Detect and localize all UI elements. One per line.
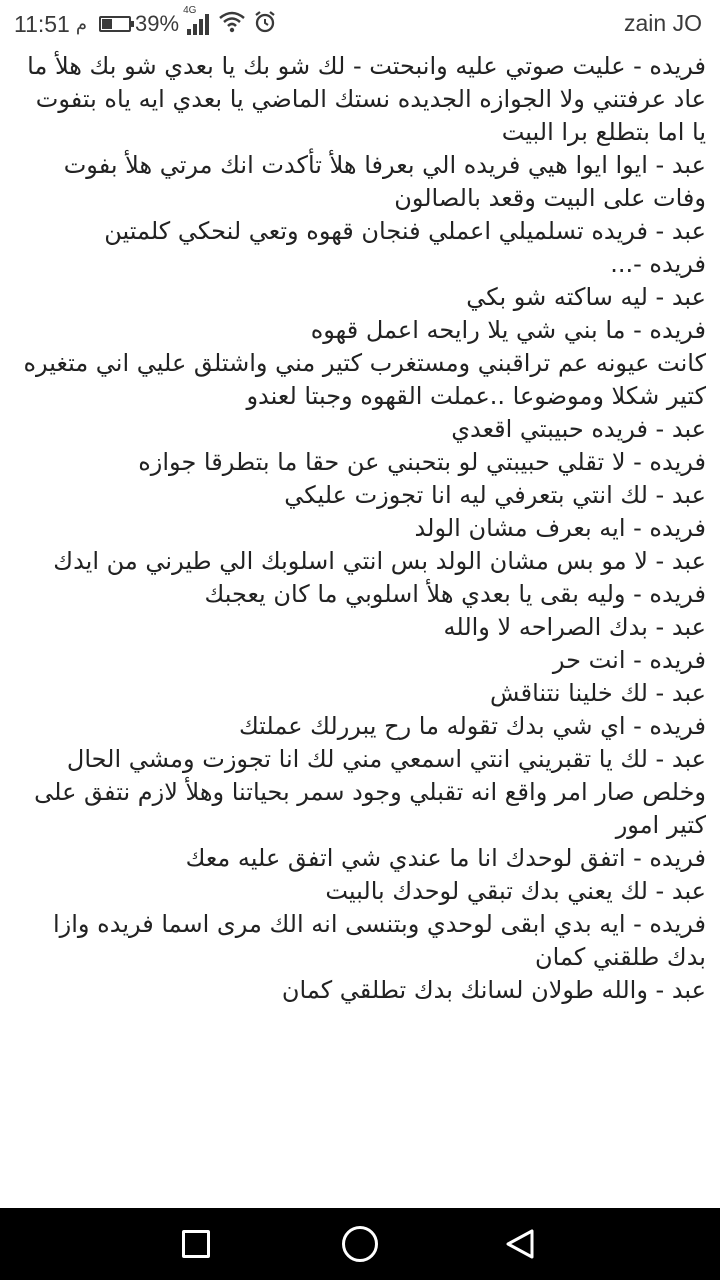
story-paragraph: عبد - ليه ساكته شو بكي <box>466 283 706 311</box>
story-paragraph: فريده - اتفق لوحدك انا ما عندي شي اتفق عليه معك <box>185 844 706 872</box>
battery-charging-icon <box>99 16 131 32</box>
alarm-icon <box>253 10 277 39</box>
story-paragraph: عبد - لك انتي بتعرفي ليه انا تجوزت عليكي <box>284 481 706 509</box>
carrier-name: zain JO <box>624 10 702 36</box>
story-paragraph: عبد - فريده تسلميلي اعملي فنجان قهوه وتعي لنحكي كلمتين <box>104 217 706 245</box>
story-paragraph: عبد - فريده حبيبتي اقعدي <box>451 415 706 443</box>
navigation-bar <box>0 1208 720 1280</box>
story-paragraph: فريده - ما بني شي يلا رايحه اعمل قهوه <box>310 316 706 344</box>
network-type: 4G <box>183 5 197 16</box>
story-paragraph: عبد - لك خلينا نتناقش <box>490 679 706 707</box>
story-paragraph: فريده - اي شي بدك تقوله ما رح يبررلك عملتك <box>238 712 706 740</box>
battery-fill <box>102 19 112 29</box>
story-paragraph: عبد - لا مو بس مشان الولد بس انتي اسلوبك الي طيرني من ايدك <box>53 547 706 575</box>
story-paragraph: فريده - انت حر <box>552 646 706 674</box>
status-bar <box>0 0 720 50</box>
story-paragraph: فريده - ايه بدي ابقى لوحدي وبتنسى انه الك مرى اسما فريده وازا بدك طلقني كمان <box>53 910 706 971</box>
home-icon[interactable] <box>342 1226 378 1262</box>
story-text[interactable] <box>18 50 706 1208</box>
story-paragraph: فريده - لا تقلي حبيبتي لو بتحبني عن حقا ما بتطرقا جوازه <box>138 448 706 476</box>
story-paragraph: عبد - والله طولان لسانك بدك تطلقي كمان <box>281 976 706 1004</box>
signal-icon <box>183 5 209 35</box>
story-paragraph: فريده - ايه بعرف مشان الولد <box>414 514 706 542</box>
clock: 11:51 <box>14 10 70 37</box>
back-icon[interactable] <box>502 1226 538 1262</box>
story-paragraph: وفات على البيت وقعد بالصالون <box>394 184 706 212</box>
story-paragraph: فريده -... <box>610 250 706 278</box>
clock-suffix: م <box>75 13 88 34</box>
story-paragraph: عبد - بدك الصراحه لا والله <box>443 613 706 641</box>
wifi-icon <box>219 11 245 38</box>
status-indicators <box>14 5 285 39</box>
story-paragraph: فريده - وليه بقى يا بعدي هلأ اسلوبي ما كان يعجبك <box>204 580 706 608</box>
recent-apps-icon[interactable] <box>182 1230 210 1258</box>
story-paragraph: عبد - ايوا ايوا هيي فريده الي بعرفا هلأ تأكدت انك مرتي هلأ بفوت <box>63 151 706 179</box>
story-paragraph: فريده - عليت صوتي عليه وانبحتت - لك شو بك يا بعدي شو بك هلأ ما عاد عرفتني ولا الجوازه الجديده نستك الماضي يا بعدي ايه ياه بتفوت يا اما بتطلع برا البيت <box>27 52 706 146</box>
story-paragraph: عبد - لك يا تقبريني انتي اسمعي مني لك انا تجوزت ومشي الحال وخلص صار امر واقع انه تقبلي وجود سمر بحياتنا وهلأ لازم نتفق على كتير امور <box>34 745 706 839</box>
battery-percent: 39% <box>135 11 180 36</box>
story-paragraph: عبد - لك يعني بدك تبقي لوحدك بالبيت <box>325 877 706 905</box>
story-paragraph: كانت عيونه عم تراقبني ومستغرب كتير مني واشتلق عليي اني متغيره كتير شكلا وموضوعا ..عملت القهوه وجبتا لعندو <box>23 349 706 410</box>
